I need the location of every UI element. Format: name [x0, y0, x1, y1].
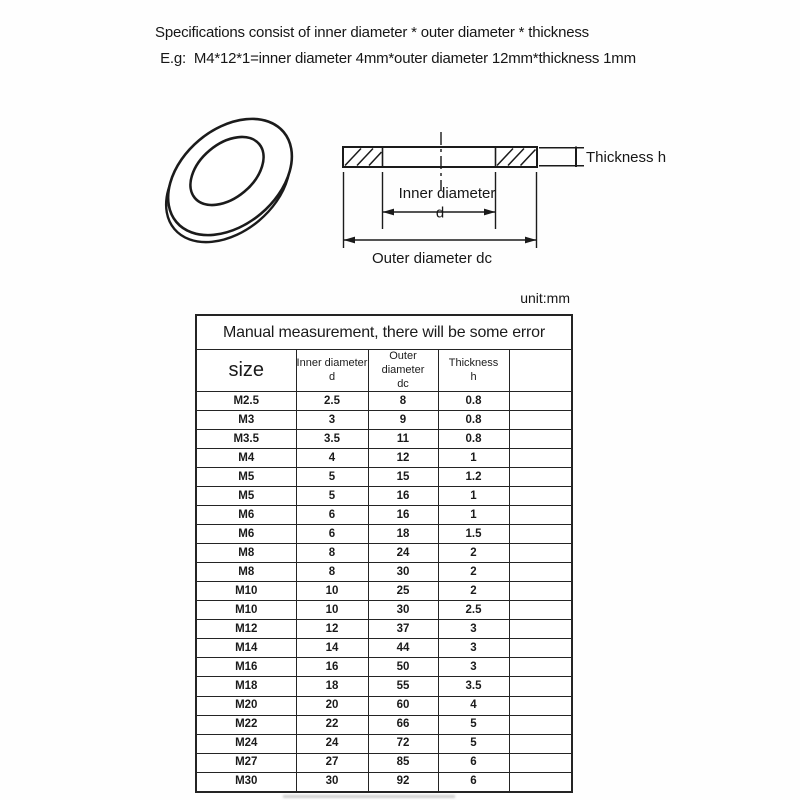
- col-header-inner-line1: Inner diameter: [296, 356, 368, 369]
- washer-3d-view: [144, 95, 315, 266]
- cell-outer-dc: 85: [368, 753, 438, 772]
- cell-empty: [509, 411, 572, 430]
- cell-outer-dc: 12: [368, 449, 438, 468]
- table-row: [196, 734, 572, 753]
- table-row: [196, 753, 572, 772]
- cell-inner-d: 10: [296, 582, 368, 601]
- table-row: [196, 525, 572, 544]
- cell-outer-dc: 30: [368, 563, 438, 582]
- cell-thickness-h: 1: [438, 506, 509, 525]
- cell-empty: [509, 620, 572, 639]
- col-header-outer-line2: dc: [397, 377, 409, 390]
- col-header-thickness: [438, 350, 509, 392]
- cell-inner-d: 18: [296, 677, 368, 696]
- table-row: [196, 468, 572, 487]
- cell-thickness-h: 3: [438, 620, 509, 639]
- cell-thickness-h: 6: [438, 772, 509, 792]
- outer-arrow-left: [344, 237, 356, 244]
- table-row: [196, 411, 572, 430]
- cell-size: M5: [196, 468, 296, 487]
- cell-size: M6: [196, 525, 296, 544]
- cell-outer-dc: 30: [368, 601, 438, 620]
- cell-empty: [509, 525, 572, 544]
- table-row: [196, 772, 572, 792]
- cell-outer-dc: 24: [368, 544, 438, 563]
- cell-thickness-h: 2: [438, 544, 509, 563]
- cell-empty: [509, 430, 572, 449]
- cell-thickness-h: 1.2: [438, 468, 509, 487]
- table-title: Manual measurement, there will be some error: [196, 315, 572, 350]
- cell-outer-dc: 37: [368, 620, 438, 639]
- cell-inner-d: 12: [296, 620, 368, 639]
- table-row: [196, 544, 572, 563]
- inner-diameter-label: Inner diameter: [398, 185, 496, 202]
- cell-outer-dc: 16: [368, 506, 438, 525]
- cell-empty: [509, 506, 572, 525]
- cell-inner-d: 6: [296, 506, 368, 525]
- table-row: [196, 639, 572, 658]
- cell-inner-d: 8: [296, 563, 368, 582]
- cell-outer-dc: 72: [368, 734, 438, 753]
- cell-inner-d: 22: [296, 715, 368, 734]
- table-row: [196, 506, 572, 525]
- col-header-thickness-line2: h: [470, 370, 477, 383]
- cell-inner-d: 4: [296, 449, 368, 468]
- cell-thickness-h: 0.8: [438, 392, 509, 411]
- cell-inner-d: 5: [296, 487, 368, 506]
- cell-thickness-h: 3: [438, 639, 509, 658]
- table-title-row: [196, 315, 572, 350]
- table-row: [196, 696, 572, 715]
- cell-size: M3: [196, 411, 296, 430]
- col-header-outer-diameter: [368, 350, 438, 392]
- col-header-size: size: [196, 350, 296, 392]
- cell-empty: [509, 639, 572, 658]
- cell-empty: [509, 658, 572, 677]
- cell-thickness-h: 4: [438, 696, 509, 715]
- cell-thickness-h: 5: [438, 715, 509, 734]
- cell-thickness-h: 2: [438, 582, 509, 601]
- cell-empty: [509, 392, 572, 411]
- cell-thickness-h: 3.5: [438, 677, 509, 696]
- cell-empty: [509, 563, 572, 582]
- cell-empty: [509, 715, 572, 734]
- cell-thickness-h: 2.5: [438, 601, 509, 620]
- col-header-empty: [509, 350, 572, 392]
- cell-size: M24: [196, 734, 296, 753]
- thickness-bracket: [539, 147, 584, 168]
- cell-size: M30: [196, 772, 296, 792]
- cell-thickness-h: 1: [438, 487, 509, 506]
- cell-inner-d: 3: [296, 411, 368, 430]
- cell-inner-d: 10: [296, 601, 368, 620]
- cell-empty: [509, 696, 572, 715]
- cell-outer-dc: 60: [368, 696, 438, 715]
- inner-diameter-symbol: d: [435, 204, 445, 222]
- table-row: [196, 430, 572, 449]
- cell-inner-d: 6: [296, 525, 368, 544]
- col-header-inner-line2: d: [328, 370, 336, 383]
- cell-outer-dc: 11: [368, 430, 438, 449]
- col-header-inner-diameter: [296, 350, 368, 392]
- table-header-row: [196, 350, 572, 392]
- cell-size: M22: [196, 715, 296, 734]
- cell-size: M16: [196, 658, 296, 677]
- cell-inner-d: 5: [296, 468, 368, 487]
- unit-label: unit:mm: [520, 290, 570, 306]
- cell-size: M8: [196, 544, 296, 563]
- spec-example-line: E.g: M4*12*1=inner diameter 4mm*outer diameter 12mm*thickness 1mm: [160, 50, 636, 67]
- cell-empty: [509, 487, 572, 506]
- cell-thickness-h: 0.8: [438, 411, 509, 430]
- cell-outer-dc: 9: [368, 411, 438, 430]
- washer-cross-section: [343, 147, 537, 167]
- cell-empty: [509, 601, 572, 620]
- cell-size: M4: [196, 449, 296, 468]
- cell-inner-d: 27: [296, 753, 368, 772]
- cell-outer-dc: 16: [368, 487, 438, 506]
- cell-empty: [509, 449, 572, 468]
- cell-empty: [509, 734, 572, 753]
- cell-outer-dc: 50: [368, 658, 438, 677]
- cell-outer-dc: 66: [368, 715, 438, 734]
- thickness-label: Thickness h: [586, 149, 667, 166]
- cell-empty: [509, 582, 572, 601]
- cell-outer-dc: 15: [368, 468, 438, 487]
- cell-inner-d: 30: [296, 772, 368, 792]
- table-row: [196, 658, 572, 677]
- inner-arrow-right: [484, 209, 496, 216]
- cell-size: M8: [196, 563, 296, 582]
- inner-arrow-left: [383, 209, 395, 216]
- table-row: [196, 715, 572, 734]
- cell-thickness-h: 1: [438, 449, 509, 468]
- spec-table: [195, 314, 573, 793]
- cell-outer-dc: 44: [368, 639, 438, 658]
- cell-inner-d: 24: [296, 734, 368, 753]
- cell-outer-dc: 25: [368, 582, 438, 601]
- cell-inner-d: 16: [296, 658, 368, 677]
- cell-inner-d: 14: [296, 639, 368, 658]
- cell-thickness-h: 1.5: [438, 525, 509, 544]
- cell-thickness-h: 0.8: [438, 430, 509, 449]
- table-row: [196, 449, 572, 468]
- cell-size: M10: [196, 582, 296, 601]
- cell-thickness-h: 5: [438, 734, 509, 753]
- cell-size: M27: [196, 753, 296, 772]
- outer-diameter-label: Outer diameter dc: [371, 250, 493, 267]
- spec-description-line: Specifications consist of inner diameter * outer diameter * thickness: [155, 24, 589, 41]
- cell-outer-dc: 8: [368, 392, 438, 411]
- cell-inner-d: 8: [296, 544, 368, 563]
- cell-outer-dc: 92: [368, 772, 438, 792]
- cell-empty: [509, 544, 572, 563]
- cell-size: M12: [196, 620, 296, 639]
- table-row: [196, 563, 572, 582]
- cell-empty: [509, 753, 572, 772]
- cell-size: M20: [196, 696, 296, 715]
- col-header-outer-line1: Outer diameter: [381, 350, 425, 376]
- cell-size: M14: [196, 639, 296, 658]
- cell-size: M6: [196, 506, 296, 525]
- cell-inner-d: 3.5: [296, 430, 368, 449]
- table-row: [196, 677, 572, 696]
- table-row: [196, 392, 572, 411]
- cell-thickness-h: 6: [438, 753, 509, 772]
- table-row: [196, 487, 572, 506]
- cell-size: M10: [196, 601, 296, 620]
- table-row: [196, 620, 572, 639]
- cell-thickness-h: 2: [438, 563, 509, 582]
- cell-size: M5: [196, 487, 296, 506]
- table-row: [196, 582, 572, 601]
- cell-size: M18: [196, 677, 296, 696]
- cell-thickness-h: 3: [438, 658, 509, 677]
- cell-empty: [509, 677, 572, 696]
- cell-empty: [509, 772, 572, 792]
- table-row: [196, 601, 572, 620]
- cell-size: M3.5: [196, 430, 296, 449]
- cell-empty: [509, 468, 572, 487]
- cell-outer-dc: 18: [368, 525, 438, 544]
- bottom-crop-artifact: [283, 795, 455, 798]
- cell-size: M2.5: [196, 392, 296, 411]
- cell-inner-d: 20: [296, 696, 368, 715]
- outer-arrow-right: [525, 237, 537, 244]
- washer-diagram: [140, 95, 710, 290]
- cell-outer-dc: 55: [368, 677, 438, 696]
- cell-inner-d: 2.5: [296, 392, 368, 411]
- col-header-thickness-line1: Thickness: [448, 356, 499, 369]
